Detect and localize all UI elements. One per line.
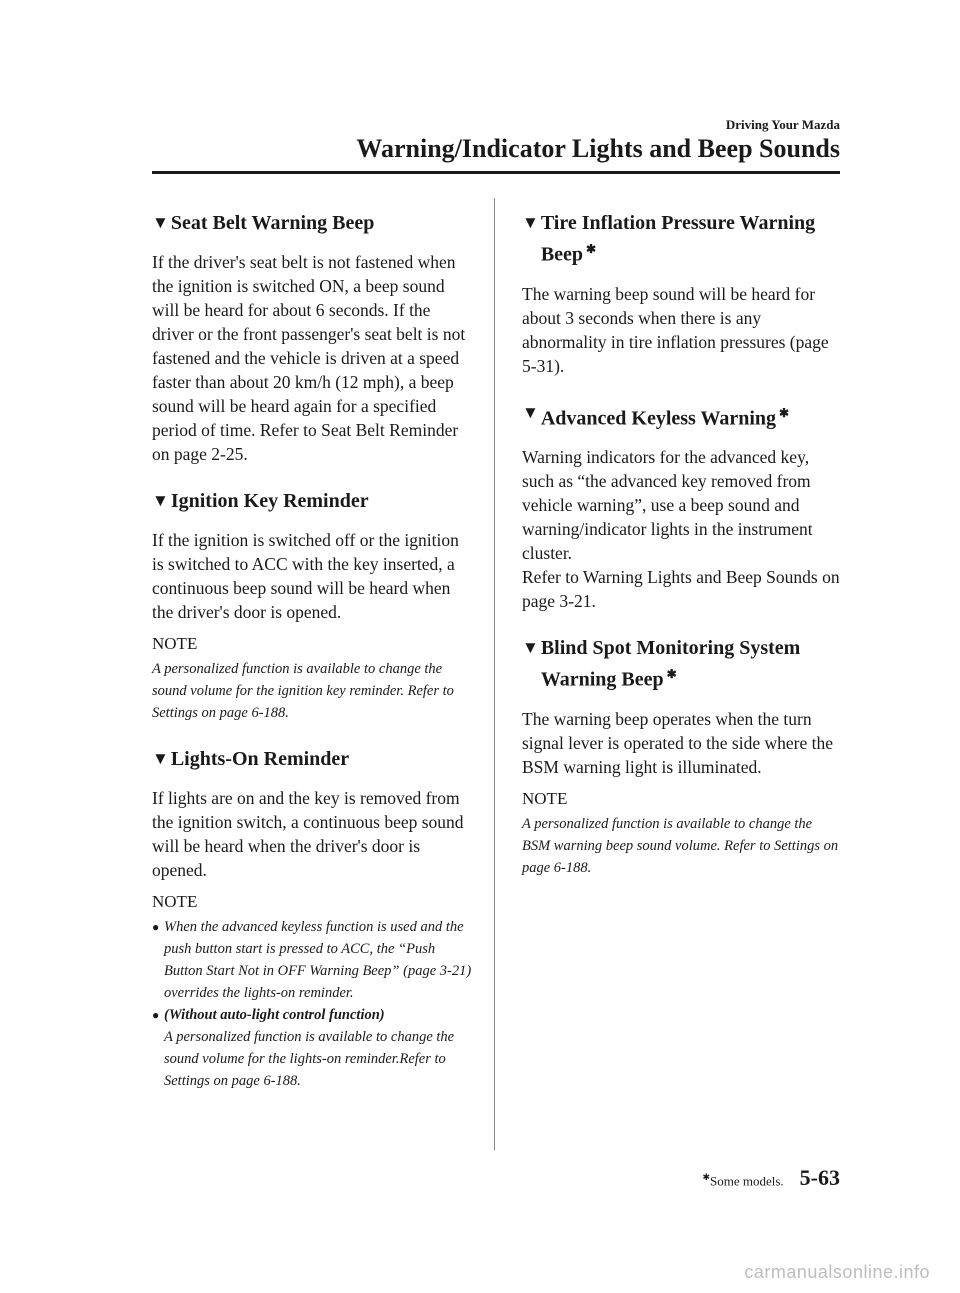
triangle-icon: ▼ xyxy=(152,213,169,232)
note-text: A personalized function is available to change the BSM warning beep sound volume. Refer to Settings on page 6-188. xyxy=(522,815,839,876)
section-seat-belt xyxy=(152,210,472,466)
bullet-icon: ● xyxy=(152,1008,160,1022)
right-column xyxy=(522,210,842,901)
note-label: NOTE xyxy=(522,788,568,808)
section-title: Seat Belt Warning Beep xyxy=(170,212,375,234)
section-body: Warning indicators for the advanced key, such as “the advanced key removed from vehicle warning”, use a beep sound and warning/indicator lights in the instrument cluster. xyxy=(522,447,813,564)
section-tire-pressure xyxy=(522,210,842,378)
triangle-icon: ▼ xyxy=(152,749,169,768)
list-item: ● (Without auto-light control function) A personalized function is available to change the sound volume for the lights-on reminder.Refer to Settings on page 6-188. xyxy=(152,1004,472,1092)
header-rule xyxy=(152,171,840,174)
section-title: Advanced Keyless Warning xyxy=(540,407,777,430)
bullet-icon: ● xyxy=(152,920,160,934)
asterisk-icon: ✱ xyxy=(779,405,790,420)
triangle-icon: ▼ xyxy=(522,402,539,422)
section-title: Tire Inflation Pressure Warning Beep xyxy=(540,212,816,266)
section-body: The warning beep operates when the turn signal lever is operated to the side where the BSM warning light is illuminated. xyxy=(522,708,834,777)
note-label: NOTE xyxy=(152,892,198,911)
section-title: Ignition Key Reminder xyxy=(170,490,369,512)
triangle-icon: ▼ xyxy=(152,491,169,510)
section-title: Lights-On Reminder xyxy=(170,748,350,770)
section-body: If the driver's seat belt is not fastened when the ignition is switched ON, a beep sound will be heard for about 6 seconds. If the driver or the front passenger's seat belt is not fastened and the vehicle is driven at a speed faster than about 20 km/h (12 mph), a beep sound will be heard again for a specified period of time. Refer to Seat Belt Reminder on page 2-25. xyxy=(152,252,466,464)
watermark: carmanualsonline.info xyxy=(744,1262,930,1282)
left-column xyxy=(152,210,472,1114)
section-lights-on xyxy=(152,746,472,1092)
section-advanced-keyless xyxy=(522,400,842,614)
asterisk-icon: ✱ xyxy=(702,1171,710,1182)
triangle-icon: ▼ xyxy=(522,638,539,658)
note-label: NOTE xyxy=(152,634,198,653)
asterisk-icon: ✱ xyxy=(586,242,597,256)
section-blind-spot xyxy=(522,635,842,879)
note-text: A personalized function is available to change the sound volume for the ignition key reminder. Refer to Settings on page 6-188. xyxy=(152,661,454,721)
asterisk-icon: ✱ xyxy=(666,667,677,682)
note-list xyxy=(152,916,472,1092)
section-body: If the ignition is switched off or the ignition is switched to ACC with the key inserted, a continuous beep sound will be heard when the driver's door is opened. xyxy=(152,530,459,622)
page-title: Warning/Indicator Lights and Beep Sounds xyxy=(356,134,840,163)
section-body-reference: Refer to Warning Lights and Beep Sounds on page 3-21. xyxy=(522,567,840,612)
chapter-label: Driving Your Mazda xyxy=(725,117,840,132)
page-footer xyxy=(702,1165,840,1191)
footnote: ✱Some models. xyxy=(702,1171,784,1188)
section-ignition-key xyxy=(152,488,472,724)
list-item: ● When the advanced keyless function is used and the push button start is pressed to ACC, the “Push Button Start Not in OFF Warning Beep” (page 3-21) overrides the lights-on reminder. xyxy=(152,916,472,1004)
triangle-icon: ▼ xyxy=(522,213,539,232)
section-title: Blind Spot Monitoring System Warning Beep xyxy=(540,637,801,691)
column-divider xyxy=(494,198,495,1150)
section-body: The warning beep sound will be heard for about 3 seconds when there is any abnormality in tire inflation pressures (page 5-31). xyxy=(522,283,829,376)
section-body: If lights are on and the key is removed from the ignition switch, a continuous beep sound will be heard when the driver's door is opened. xyxy=(152,788,464,880)
page-number: 5-63 xyxy=(799,1165,840,1190)
